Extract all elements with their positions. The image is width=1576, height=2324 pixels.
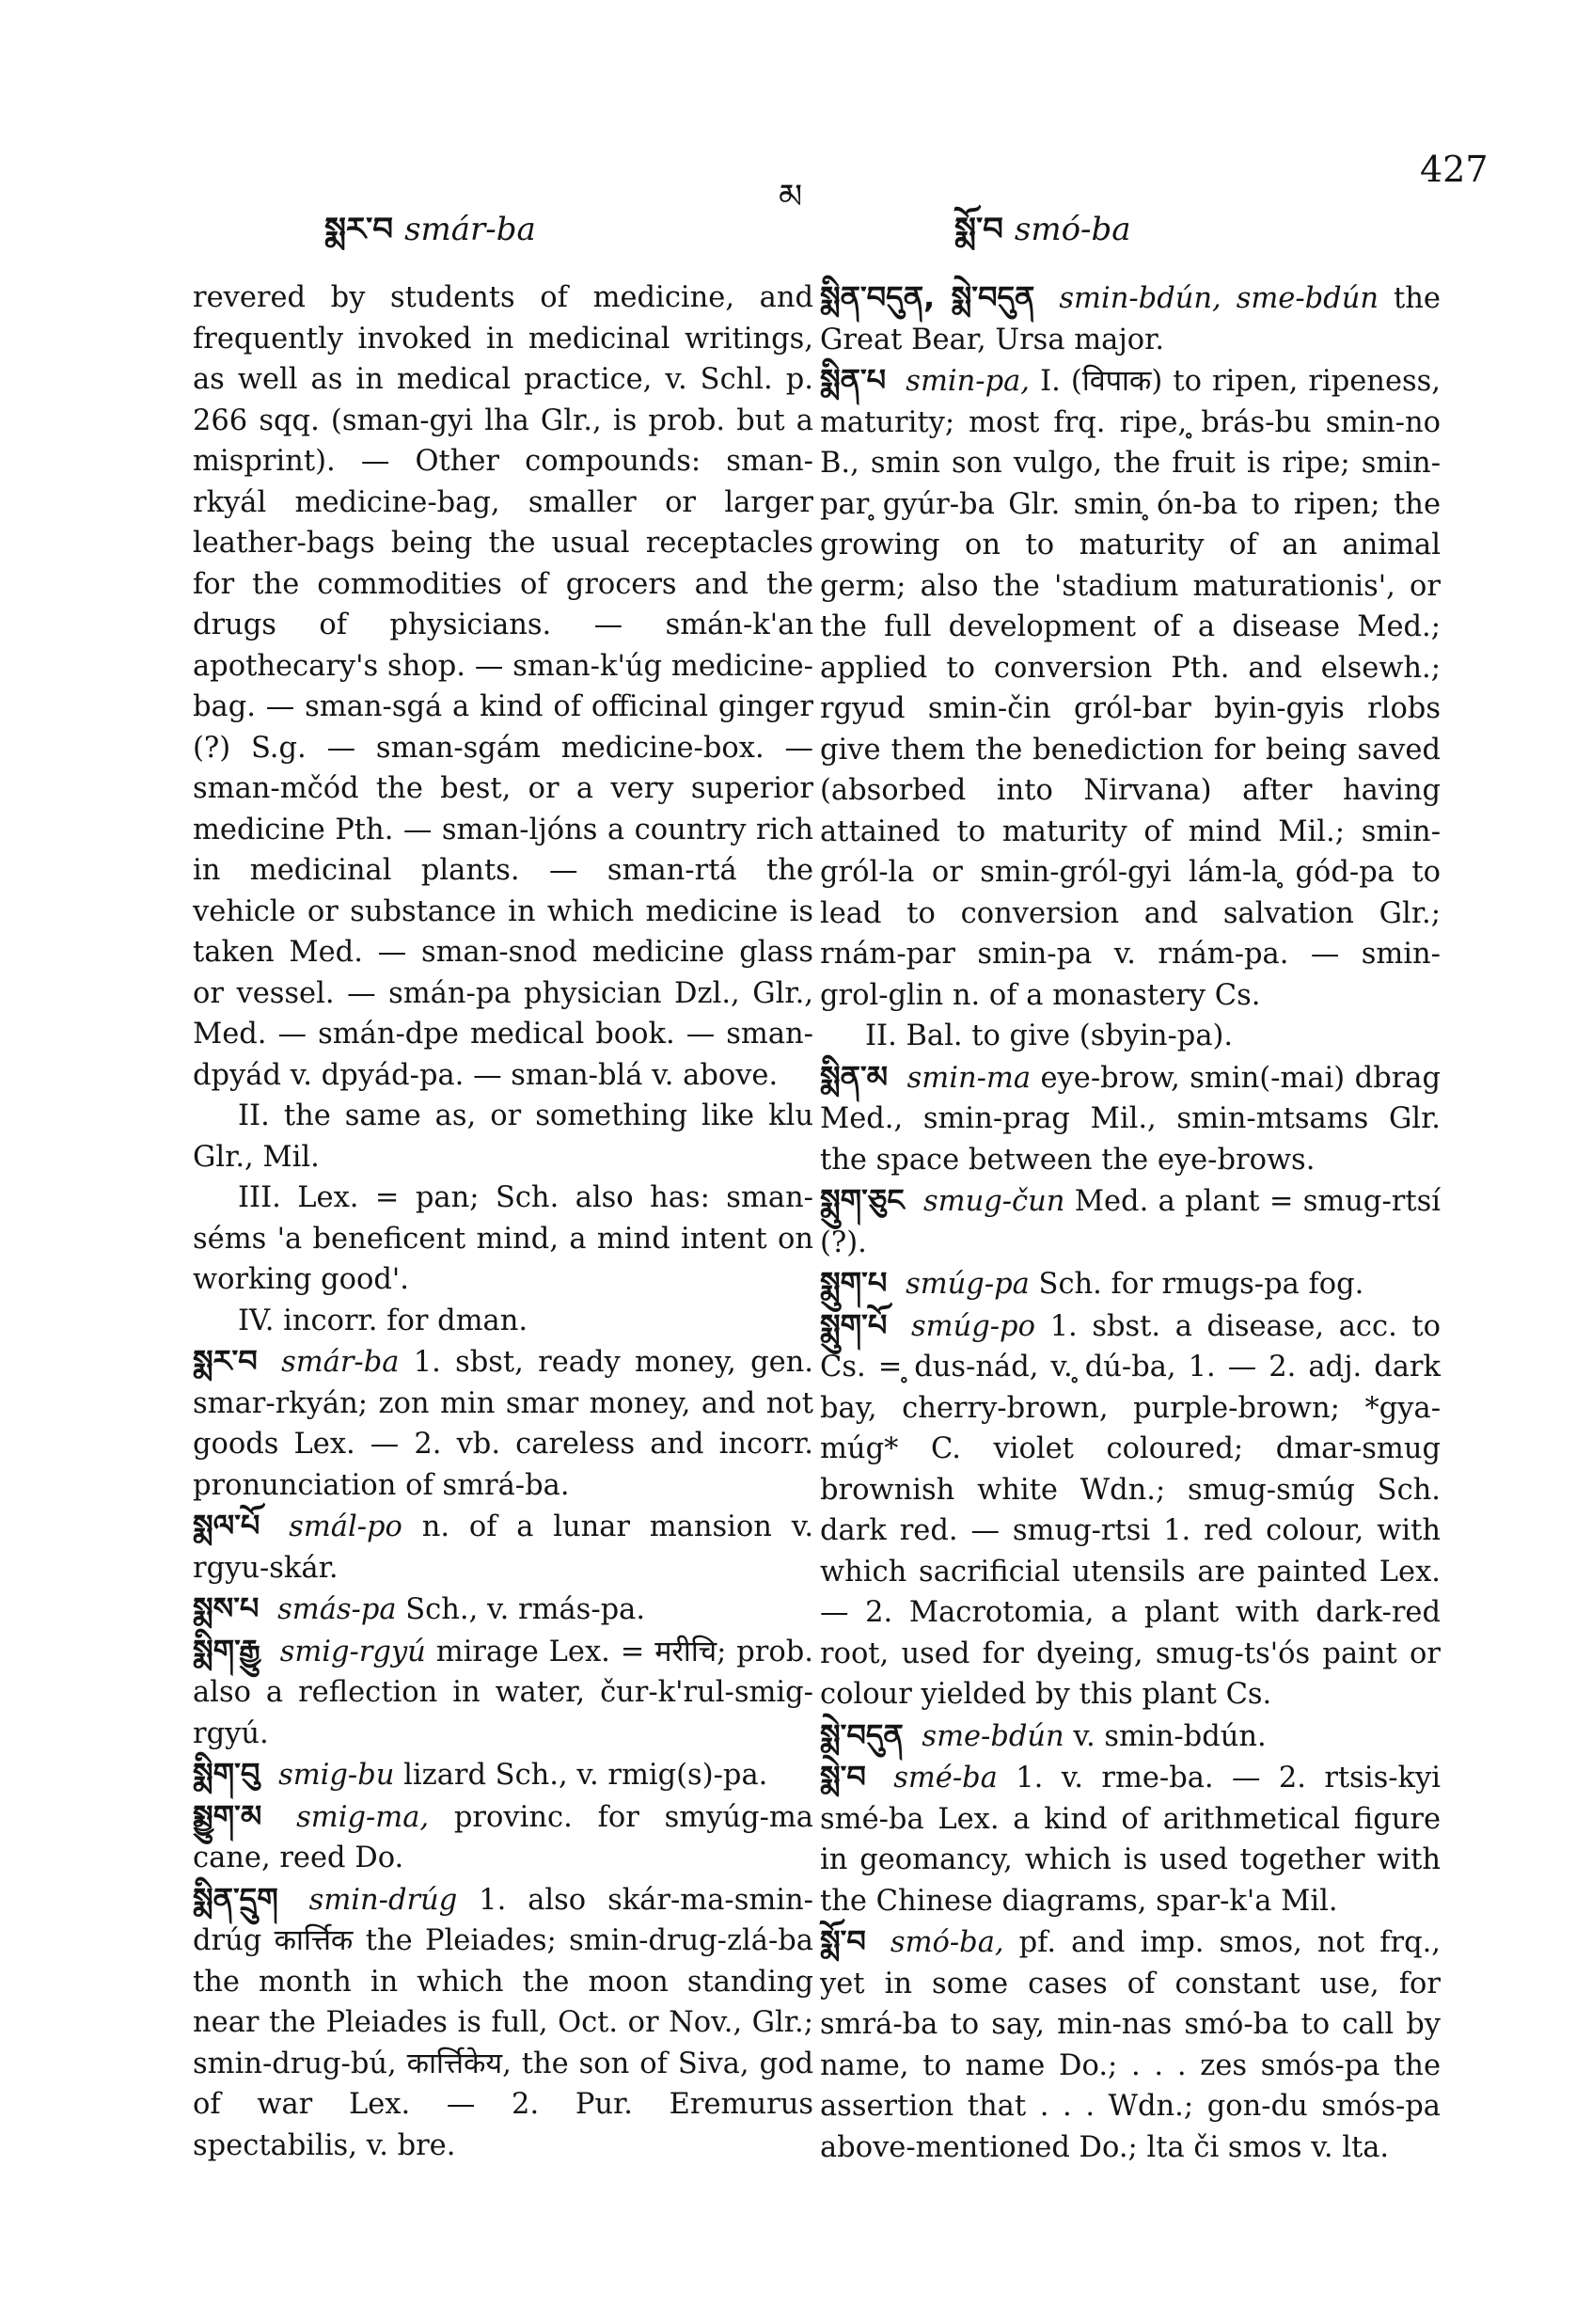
entry-text: eye-brow, smin(-mai) dbrag Med., smin-prag Mil., smin-mtsams Glr. the space between the eye-brows. — [820, 1061, 1442, 1177]
entry-headword: སྨུག་པ — [820, 1265, 888, 1301]
entry-text: I. (विपाक) to ripen, ripeness, maturity; most frq. ripe, ̥brás-bu smin-no B., smin son vulgo, the fruit is ripe; smin-par ̥gyúr-ba Glr. smin ̥ón-ba to ripen; the growing on to maturity of an animal germ; also the 'stadium maturationis', or the full development of a disease Med.; applied to conversion Pth. and elsewh.; rgyud smin-čin gról-bar byin-gyis rlobs give them the benediction for being saved (absorbed into Nirvana) after having attained to maturity of mind Mil.; smin-gról-la or smin-gról-gyi lám-la ̥gód-pa to lead to conversion and salvation Glr.; rnám-par smin-pa v. rnám-pa. — smin-grol-glin n. of a monastery Cs. — [820, 365, 1442, 1012]
dictionary-entry — [820, 1715, 1441, 1758]
entry-headword: སྨོ་བ — [820, 1923, 866, 1959]
entry-headword: སྨིན་མ — [820, 1058, 889, 1095]
left-column — [193, 277, 813, 2166]
dictionary-entry — [820, 277, 1441, 360]
entry-translit: smig-bu — [278, 1759, 395, 1792]
entry-headword: སྨིན་དྲུག — [193, 1880, 278, 1917]
entry-headword: སྨིན་པ — [820, 362, 887, 398]
entry-translit: smás-pa — [277, 1593, 397, 1626]
entry-text: Sch., v. rmás-pa. — [405, 1593, 646, 1626]
dictionary-entry — [193, 1341, 813, 1506]
dictionary-entry — [820, 1057, 1441, 1181]
sense-paragraph: III. Lex. = pan; Sch. also has: sman-séms 'a beneficent mind, a mind intent on working good'. — [193, 1181, 813, 1296]
entry-translit: smár-ba — [281, 1346, 400, 1379]
entry-translit: smug-čun — [923, 1185, 1065, 1218]
page-number: 427 — [1420, 149, 1489, 190]
dictionary-entry — [820, 1921, 1441, 2168]
header-left-tibetan: སྨར་བ — [324, 211, 394, 248]
sense-paragraph: IV. incorr. for dman. — [238, 1304, 528, 1337]
entry-text: the Great Bear, Ursa major. — [820, 282, 1441, 356]
entry-headword: སྨུག་ཅུང — [820, 1182, 905, 1218]
entry-translit: smál-po — [289, 1510, 402, 1543]
header-letter: མ — [779, 178, 803, 216]
entry-translit: sme-bdún — [922, 1719, 1064, 1753]
dictionary-entry — [193, 1589, 813, 1631]
entry-translit: smúg-pa — [906, 1268, 1030, 1301]
dictionary-entry — [820, 360, 1441, 1016]
dictionary-entry — [193, 1754, 813, 1796]
running-head — [0, 141, 1576, 248]
entry-headword: སྨིག་བུ — [193, 1756, 260, 1792]
entry-translit: smé-ba — [893, 1762, 998, 1794]
dictionary-entry — [193, 1796, 813, 1879]
entry-headword: སྨལ་པོ — [193, 1508, 260, 1543]
entry-translit: smó-ba, — [890, 1926, 1004, 1959]
sense-paragraph: II. the same as, or something like klu Glr., Mil. — [193, 1099, 813, 1174]
dictionary-entry — [193, 1506, 813, 1589]
entry-headword: སྨར་བ — [193, 1343, 258, 1379]
dictionary-entry — [820, 1263, 1441, 1305]
entry-text: Sch. for rmugs-pa fog. — [1038, 1268, 1364, 1301]
entry-headword: སྨས་པ — [193, 1590, 260, 1626]
header-left-translit: smár-ba — [404, 211, 536, 248]
entry-text: 1. also skár-ma-smin-drúg कार्त्तिक the Pleiades; smin-drug-zlá-ba the month in which the moon standing near the Pleiades is full, Oct. or Nov., Glr.; smin-drug-bú, कार्त्तिकेय, the son of Siva, god of war Lex. — 2. Pur. Eremurus spectabilis, v. bre. — [193, 1883, 813, 2162]
entry-text: 1. sbst, ready money, gen. smar-rkyán; zon min smar money, and not goods Lex. — 2. vb. careless and incorr. pronunciation of smrá-ba. — [193, 1346, 813, 1502]
entry-headword: སྨིག་རྒྱུ — [193, 1632, 260, 1668]
dictionary-entry — [193, 1879, 813, 2167]
header-right-translit: smó-ba — [1014, 211, 1131, 248]
dictionary-entry — [820, 1757, 1441, 1921]
entry-translit: smin-drúg — [308, 1883, 458, 1917]
header-right-tibetan: སྨོ་བ — [954, 211, 1003, 248]
entry-headword: སྨེ་བདུན — [820, 1716, 904, 1753]
sense-paragraph: II. Bal. to give (sbyin-pa). — [865, 1020, 1234, 1052]
entry-headword: སྨུག་པོ — [820, 1306, 888, 1343]
entry-text: n. of a lunar mansion v. rgyu-skár. — [193, 1510, 814, 1585]
entry-translit: smin-pa, — [906, 365, 1030, 398]
header-left — [324, 193, 536, 283]
entry-text: provinc. for smyúg-ma cane, reed Do. — [193, 1800, 813, 1874]
dictionary-entry — [193, 1631, 813, 1755]
entry-translit: smúg-po — [911, 1309, 1035, 1343]
dictionary-entry — [820, 1180, 1441, 1263]
entry-text: lizard Sch., v. rmig(s)-pa. — [403, 1759, 768, 1792]
entry-translit: smin-bdún, sme-bdún — [1059, 282, 1379, 315]
entry-text: 1. sbst. a disease, acc. to Cs. = ̥dus-nád, v. ̥dú-ba, 1. — 2. adj. dark bay, cherry-brown, purple-brown; *gya-múg* C. violet coloured; dmar-smug brownish white Wdn.; smug-smúg Sch. dark red. — smug-rtsi 1. red colour, with which sacrificial utensils are painted Lex. — 2. Macrotomia, a plant with dark-red root, used for dyeing, smug-ts'ós paint or colour yielded by this plant Cs. — [820, 1309, 1442, 1711]
entry-text: Med. a plant = smug-rtsí (?). — [820, 1185, 1442, 1259]
entry-headword: སྨེ་བ — [820, 1759, 866, 1794]
dictionary-entry — [820, 1305, 1441, 1715]
entry-text: v. smin-bdún. — [1073, 1719, 1267, 1753]
entry-headword: སྨིན་བདུན, སྨེ་བདུན — [820, 279, 1035, 315]
entry-text: mirage Lex. = मरीचि; prob. also a reflection in water, čur-k'rul-smig-rgyú. — [193, 1635, 813, 1750]
entry-translit: smin-ma — [906, 1061, 1032, 1095]
entry-translit: smig-rgyú — [279, 1635, 426, 1668]
continued-paragraph: revered by students of medicine, and frequently invoked in medicinal writings, as well as in medical practice, v. Schl. p. 266 sqq. (sman-gyi lha Glr., is prob. but a misprint). — Other compounds: sman-rkyál medicine-bag, smaller or larger leather-bags being the usual receptacles for the commodities of grocers and the drugs of physicians. — smán-k'an apothecary's shop. — sman-k'úg medicine-bag. — sman-sgá a kind of officinal ginger (?) S.g. — sman-sgám medicine-box. — sman-mčód the best, or a very superior medicine Pth. — sman-ljóns a country rich in medicinal plants. — sman-rtá the vehicle or substance in which medicine is taken Med. — sman-snod medicine glass or vessel. — smán-pa physician Dzl., Glr., Med. — smán-dpe medical book. — sman-dpyád v. dpyád-pa. — sman-blá v. above. — [193, 281, 813, 1092]
entry-text: pf. and imp. smos, not frq., yet in some cases of constant use, for smrá-ba to say, min-nas smó-ba to call by name, to name Do.; . . . zes smós-pa the assertion that . . . Wdn.; gon-du smós-pa above-mentioned Do.; lta či smos v. lta. — [820, 1926, 1441, 2164]
entry-headword: སྨྱུག་མ — [193, 1797, 262, 1834]
header-right — [954, 193, 1131, 283]
right-column — [820, 277, 1441, 2168]
entry-translit: smig-ma, — [296, 1800, 430, 1834]
entry-text: 1. v. rme-ba. — 2. rtsis-kyi smé-ba Lex. a kind of arithmetical figure in geomancy, which is used together with the Chinese diagrams, spar-k'a Mil. — [820, 1762, 1441, 1918]
